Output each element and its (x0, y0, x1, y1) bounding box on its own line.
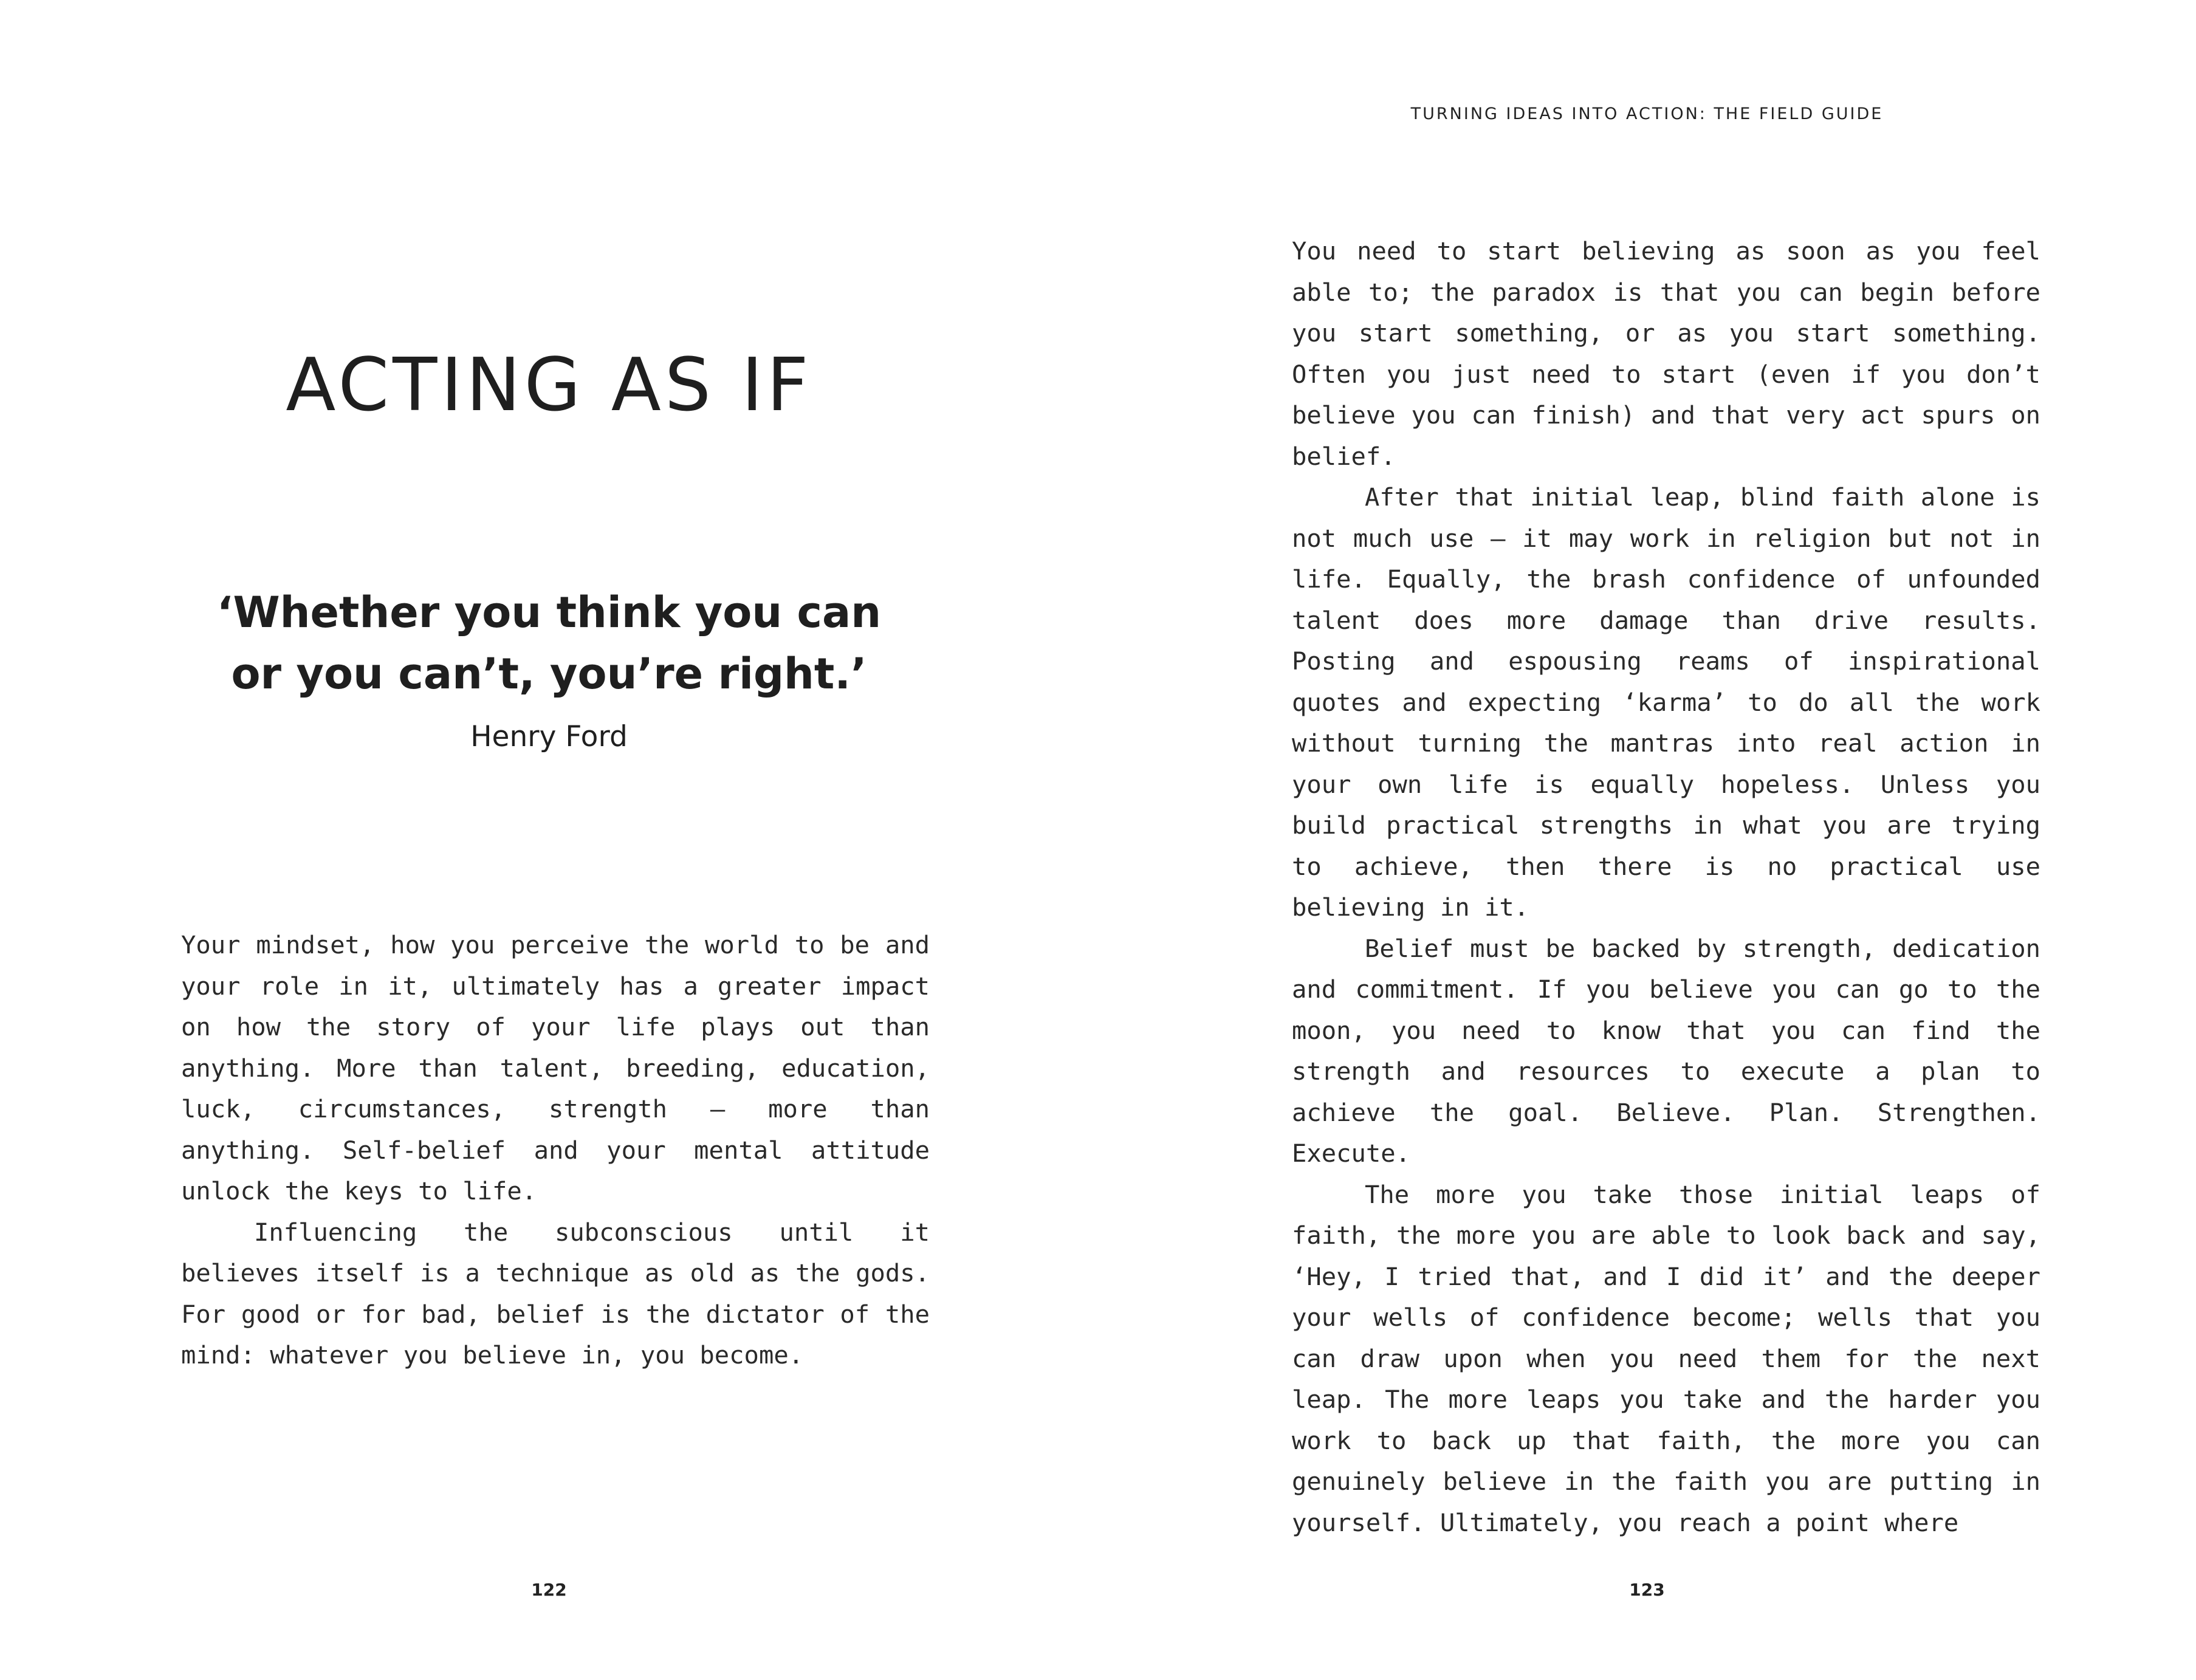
paragraph: Belief must be backed by strength, dedication and commitment. If you believe you can go to the moon, you need to know that you can find the strength and resources to execute a plan to achieve the goal. Believe. Plan. Strengthen. Execute. (1292, 933, 2040, 1168)
epigraph-quote (0, 582, 1098, 705)
left-body-text (181, 925, 930, 1376)
right-body-text (1292, 231, 2040, 1543)
right-page (1098, 0, 2196, 1680)
paragraph: The more you take those initial leaps of faith, the more you are able to look back and say, ‘Hey, I tried that, and I did it’ and the deeper your wells of confidence become; wells that you can draw upon when you need them for the next leap. The more leaps you take and the harder you work to back up that faith, the more you can genuinely believe in the faith you are putting in yourself. Ultimately, you reach a point where (1292, 1179, 2040, 1537)
paragraph: Your mindset, how you perceive the world to be and your role in it, ultimately has a greater impact on how the story of your life plays out than anything. More than talent, breeding, education, luck, circumstances, strength – more than anything. Self-belief and your mental attitude unlock the keys to life. (181, 930, 930, 1205)
page-number: 122 (531, 1580, 567, 1600)
quote-line-2: or you can’t, you’re right.’ (231, 649, 867, 699)
running-header: TURNING IDEAS INTO ACTION: THE FIELD GUIDE (1410, 105, 1884, 123)
paragraph: You need to start believing as soon as you feel able to; the paradox is that you can begin before you start something, or as you start something. Often you just need to start (even if you don’t believe you can finish) and that very act spurs on belief. (1292, 236, 2040, 471)
chapter-title: ACTING AS IF (286, 343, 812, 428)
quote-author: Henry Ford (470, 720, 628, 753)
quote-line-1: ‘Whether you think you can (216, 588, 882, 637)
paragraph: Influencing the subconscious until it believes itself is a technique as old as the gods. For good or for bad, belief is the dictator of the mind: whatever you believe in, you become. (181, 1217, 930, 1370)
page-number: 123 (1629, 1580, 1665, 1600)
paragraph: After that initial leap, blind faith alone is not much use – it may work in religion but not in life. Equally, the brash confidence of unfounded talent does more damage than drive results. Posting and espousing reams of inspirational quotes and expecting ‘karma’ to do all the work without turning the mantras into real action in your own life is equally hopeless. Unless you build practical strengths in what you are trying to achieve, then there is no practical use believing in it. (1292, 482, 2040, 922)
